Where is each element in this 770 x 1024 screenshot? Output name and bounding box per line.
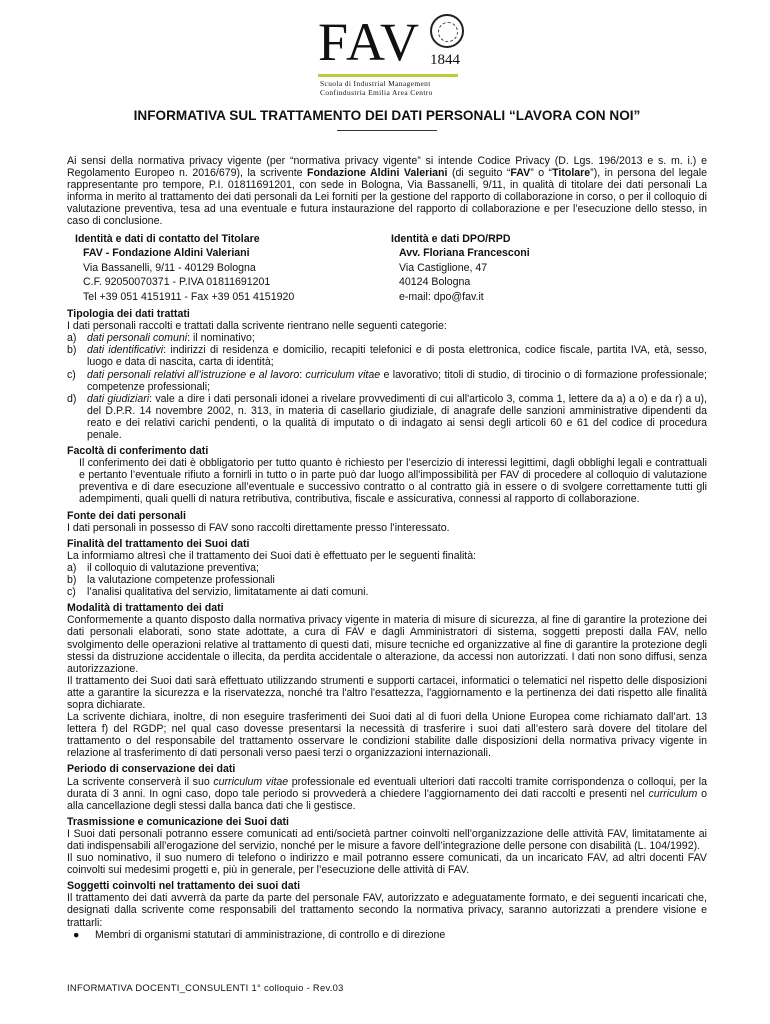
titolare-heading: Identità e dati di contatto del Titolare	[75, 232, 260, 245]
list-item: c) l’analisi qualitativa del servizio, limitatamente ai dati comuni.	[67, 586, 369, 599]
fonte-heading: Fonte dei dati personali	[67, 509, 186, 522]
titolare-name: FAV - Fondazione Aldini Valeriani	[83, 247, 250, 260]
seal-icon	[430, 14, 464, 48]
dpo-email-line: e-mail: dpo@fav.it	[399, 290, 484, 303]
soggetti-text: Il trattamento dei dati avverrà da parte da parte del personale FAV, autorizzato e adeguatamente formato, e dei seguenti incaricati che, designati dalla scrivente come responsabili del trattamento secondo la normativa privacy, saranno autorizzati a prendere visione e trattarli:	[67, 892, 707, 929]
finalita-lead: La informiamo altresì che il trattamento dei Suoi dati è effettuato per le seguenti finalità:	[67, 549, 477, 562]
intro-paragraph: Ai sensi della normativa privacy vigente (per “normativa privacy vigente” si intende Codice Privacy (D. Lgs. 196/2013 e s. m. i.) e Regolamento Europeo n. 2016/679), la scrivente Fondazione Aldini Valeriani (di seguito “FAV” o “Titolare”), in persona del legale rappresentante pro tempore, P.I. 01811691201, con sede in Bologna, Via Bassanelli, 9/11, in qualità di titolare dei dati personali La informa in merito al trattamento dei dati personali da Lei forniti per la gestione del rapporto di collaborazione in corso, o per il colloquio di valutazione preventiva, tesa ad una eventuale e futura instaurazione del rapporto di collaborazione e per l’esecuzione dello stesso, in caso di conclusione.	[67, 155, 708, 228]
logo-wordmark: FAV	[318, 12, 422, 72]
finalita-heading: Finalità del trattamento dei Suoi dati	[67, 537, 250, 550]
dpo-email-link[interactable]: dpo@fav.it	[433, 290, 484, 303]
dpo-city: 40124 Bologna	[399, 276, 471, 289]
logo-subtitle	[320, 79, 433, 97]
page-title: INFORMATIVA SUL TRATTAMENTO DEI DATI PERSONALI “LAVORA CON NOI”	[133, 108, 641, 123]
trasmissione-p1: I Suoi dati personali potranno essere comunicati ad enti/società partner coinvolti nell’organizzazione delle attività FAV, limitatamente ai dati indispensabili all’erogazione del servizio, nonché per le misure a favore dell’integrazione delle persone con disabilità (L. 104/1992).	[67, 827, 707, 852]
soggetti-heading: Soggetti coinvolti nel trattamento dei suoi dati	[67, 880, 301, 893]
list-item: d) dati giudiziari: vale a dire i dati personali idonei a rivelare provvedimenti di cui all'articolo 3, comma 1, lettere da a) a o) e da r) a u), del D.P.R. 14 novembre 2002, n. 313, in materia di casellario giudiziale, di anagrafe delle sanzioni amministrative dipendenti da reato e dei relativi carichi pendenti, o la qualità di imputato o di indagato ai sensi degli articoli 60 e 61 del codice di procedura penale.	[67, 392, 707, 441]
tipologia-lead: I dati personali raccolti e trattati dalla scrivente rientrano nelle seguenti categorie:	[67, 320, 447, 333]
periodo-heading: Periodo di conservazione dei dati	[67, 763, 236, 776]
page-footer: INFORMATIVA DOCENTI_CONSULENTI 1° colloquio - Rev.03	[67, 982, 344, 993]
modalita-heading: Modalità di trattamento dei dati	[67, 602, 224, 615]
tipologia-heading: Tipologia dei dati trattati	[67, 308, 190, 321]
trasmissione-p2: Il suo nominativo, il suo numero di telefono o indirizzo e mail potranno essere comunicati, da un incaricato FAV, ad altri docenti FAV coinvolti sui medesimi progetti e, più in generale, per l’esecuzione delle attività di FAV.	[67, 852, 707, 877]
titolare-contact	[75, 232, 391, 305]
document-body	[67, 108, 707, 941]
modalita-p2: Il trattamento dei Suoi dati sarà effettuato utilizzando strumenti e supporti cartacei, informatici o telematici nel rispetto delle disposizioni atte a garantire la sicurezza e la riservatezza, nonché tra l'altro l'esattezza, l'aggiornamento e la pertinenza dei dati rispetto alle finalità sopra dichiarate.	[67, 674, 707, 711]
contacts-block	[75, 232, 707, 305]
dpo-address: Via Castiglione, 47	[399, 261, 488, 274]
list-item: c) dati personali relativi all’istruzione e al lavoro: curriculum vitae e lavorativo; titoli di studio, di tirocinio o di formazione professionale; competenze professionali;	[67, 368, 707, 393]
periodo-text: La scrivente conserverà il suo curriculum vitae professionale ed eventuali ulteriori dati raccolti tramite corrispondenza o colloqui, per la durata di 3 anni. In ogni caso, dopo tale periodo si provvederà a chiedere l’aggiornamento dei dati raccolti e presenti nel curriculum o alla cancellazione degli stessi dalla banca dati che li gestisce.	[67, 775, 707, 812]
list-item: a) il colloquio di valutazione preventiva;	[67, 561, 259, 574]
title-divider	[337, 130, 437, 131]
logo-stripe	[318, 74, 458, 77]
dpo-heading: Identità e dati DPO/RPD	[391, 232, 511, 245]
titolare-address: Via Bassanelli, 9/11 - 40129 Bologna	[83, 261, 256, 274]
logo-subtitle-line1: Scuola di Industrial Management	[320, 79, 431, 88]
list-item: b) la valutazione competenze professionali	[67, 574, 275, 587]
list-item: ● Membri di organismi statutari di amministrazione, di controllo e di direzione	[73, 928, 446, 941]
trasmissione-heading: Trasmissione e comunicazione dei Suoi dati	[67, 815, 289, 828]
logo-subtitle-line2: Confindustria Emilia Area Centro	[320, 88, 433, 97]
dpo-name: Avv. Floriana Francesconi	[399, 247, 530, 260]
titolare-phone: Tel +39 051 4151911 - Fax +39 051 4151920	[83, 290, 295, 303]
dpo-contact	[391, 232, 707, 305]
modalita-p3: La scrivente dichiara, inoltre, di non eseguire trasferimenti dei Suoi dati al di fuori della Unione Europea come richiamato dall’art. 13 lettera f) del RGDP; nel qual caso dovesse presentarsi la necessità di trasferire i suoi dati all’estero sarà dovere del titolare del trattamento o del responsabile del trattamento osservare le condizioni stabilite dalle disposizioni della normativa privacy vigente in relazione al trasferimento di dati personali verso paesi terzi o organizzazioni internazionali.	[67, 711, 707, 760]
list-item: b) dati identificativi: indirizzi di residenza e domicilio, recapiti telefonici e di posta elettronica, codice fiscale, partita IVA, età, sesso, luogo e data di nascita, carta di identità;	[67, 344, 707, 369]
facolta-heading: Facoltà di conferimento dati	[67, 445, 209, 458]
fonte-text: I dati personali in possesso di FAV sono raccolti direttamente presso l’interessato.	[67, 521, 450, 534]
facolta-text: Il conferimento dei dati è obbligatorio per tutto quanto è richiesto per l’esercizio di interessi legittimi, dagli obblighi legali e contrattuali e pertanto l’eventuale rifiuto a fornirli in tutto o in parte può dar luogo all'impossibilità per FAV di procedere al colloquio di valutazione preventiva e di dare esecuzione all’eventuale e successivo contratto o al contratto già in essere o di svolgere correttamente tutti gli adempimenti, quali quelli di natura retributiva, contributiva, fiscale e assicurativa, connessi al rapporto di collaborazione.	[79, 457, 707, 506]
logo-year: 1844	[430, 52, 460, 68]
fav-logo	[318, 12, 463, 96]
list-item: a) dati personali comuni: il nominativo;	[67, 332, 255, 345]
modalita-p1: Conformemente a quanto disposto dalla normativa privacy vigente in materia di misure di sicurezza, al fine di garantire la protezione dei dati personali elaborati, sono state adottate, a cura di FAV e dagli Amministratori di sistema, soggetti preposti dalla FAV, nello svolgimento delle operazioni relative al trattamento di questi dati, misure tecniche ed organizzative al fine di garantire la protezione degli stessi da distruzione accidentale o illecita, da perdita accidentale o alterazione, da accessi non autorizzati. I dati non sono diffusi, senza autorizzazione.	[67, 614, 707, 675]
titolare-tax: C.F. 92050070371 - P.IVA 01811691201	[83, 276, 271, 289]
bullet-icon: ●	[73, 928, 80, 941]
